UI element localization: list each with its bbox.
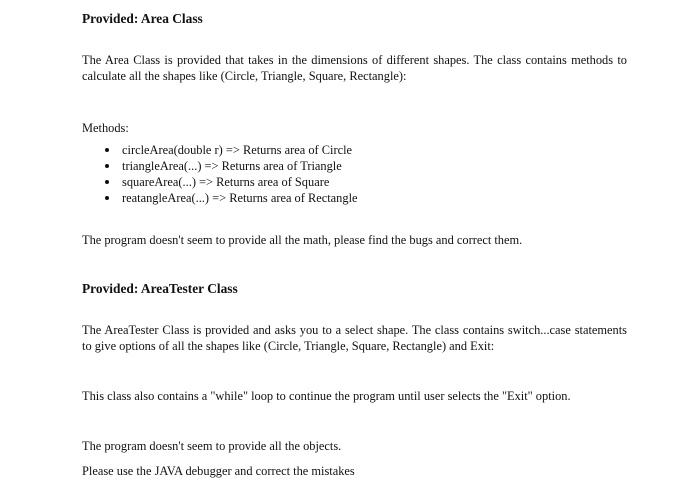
method-text: reatangleArea(...) => Returns area of Rectangle — [122, 191, 358, 205]
methods-list — [102, 142, 358, 206]
method-text: triangleArea(...) => Returns area of Triangle — [122, 159, 342, 173]
section-heading-areatester-class: Provided: AreaTester Class — [82, 281, 238, 296]
area-class-description: The Area Class is provided that takes in the dimensions of different shapes. The class contains methods to calculate all the shapes like (Circle, Triangle, Square, Rectangle): — [82, 53, 627, 83]
bullet-icon — [105, 164, 109, 168]
list-item — [102, 142, 358, 158]
method-text: squareArea(...) => Returns area of Square — [122, 175, 330, 189]
areatester-objects-note: The program doesn't seem to provide all the objects. — [82, 439, 342, 453]
methods-label: Methods: — [82, 121, 129, 135]
list-item — [102, 158, 358, 174]
list-item — [102, 190, 358, 206]
while-loop-note: This class also contains a "while" loop to continue the program until user selects the "Exit" option. — [82, 389, 571, 403]
area-class-bug-note: The program doesn't seem to provide all the math, please find the bugs and correct them. — [82, 233, 523, 247]
method-text: circleArea(double r) => Returns area of Circle — [122, 143, 353, 157]
bullet-icon — [105, 180, 109, 184]
section-heading-area-class: Provided: Area Class — [82, 11, 203, 26]
list-item — [102, 174, 358, 190]
areatester-class-description: The AreaTester Class is provided and asks you to a select shape. The class contains switch...case statements to give options of all the shapes like (Circle, Triangle, Square, Rectangle) and Exit: — [82, 323, 627, 353]
debugger-instruction: Please use the JAVA debugger and correct the mistakes — [82, 464, 355, 478]
bullet-icon — [105, 148, 109, 152]
bullet-icon — [105, 196, 109, 200]
